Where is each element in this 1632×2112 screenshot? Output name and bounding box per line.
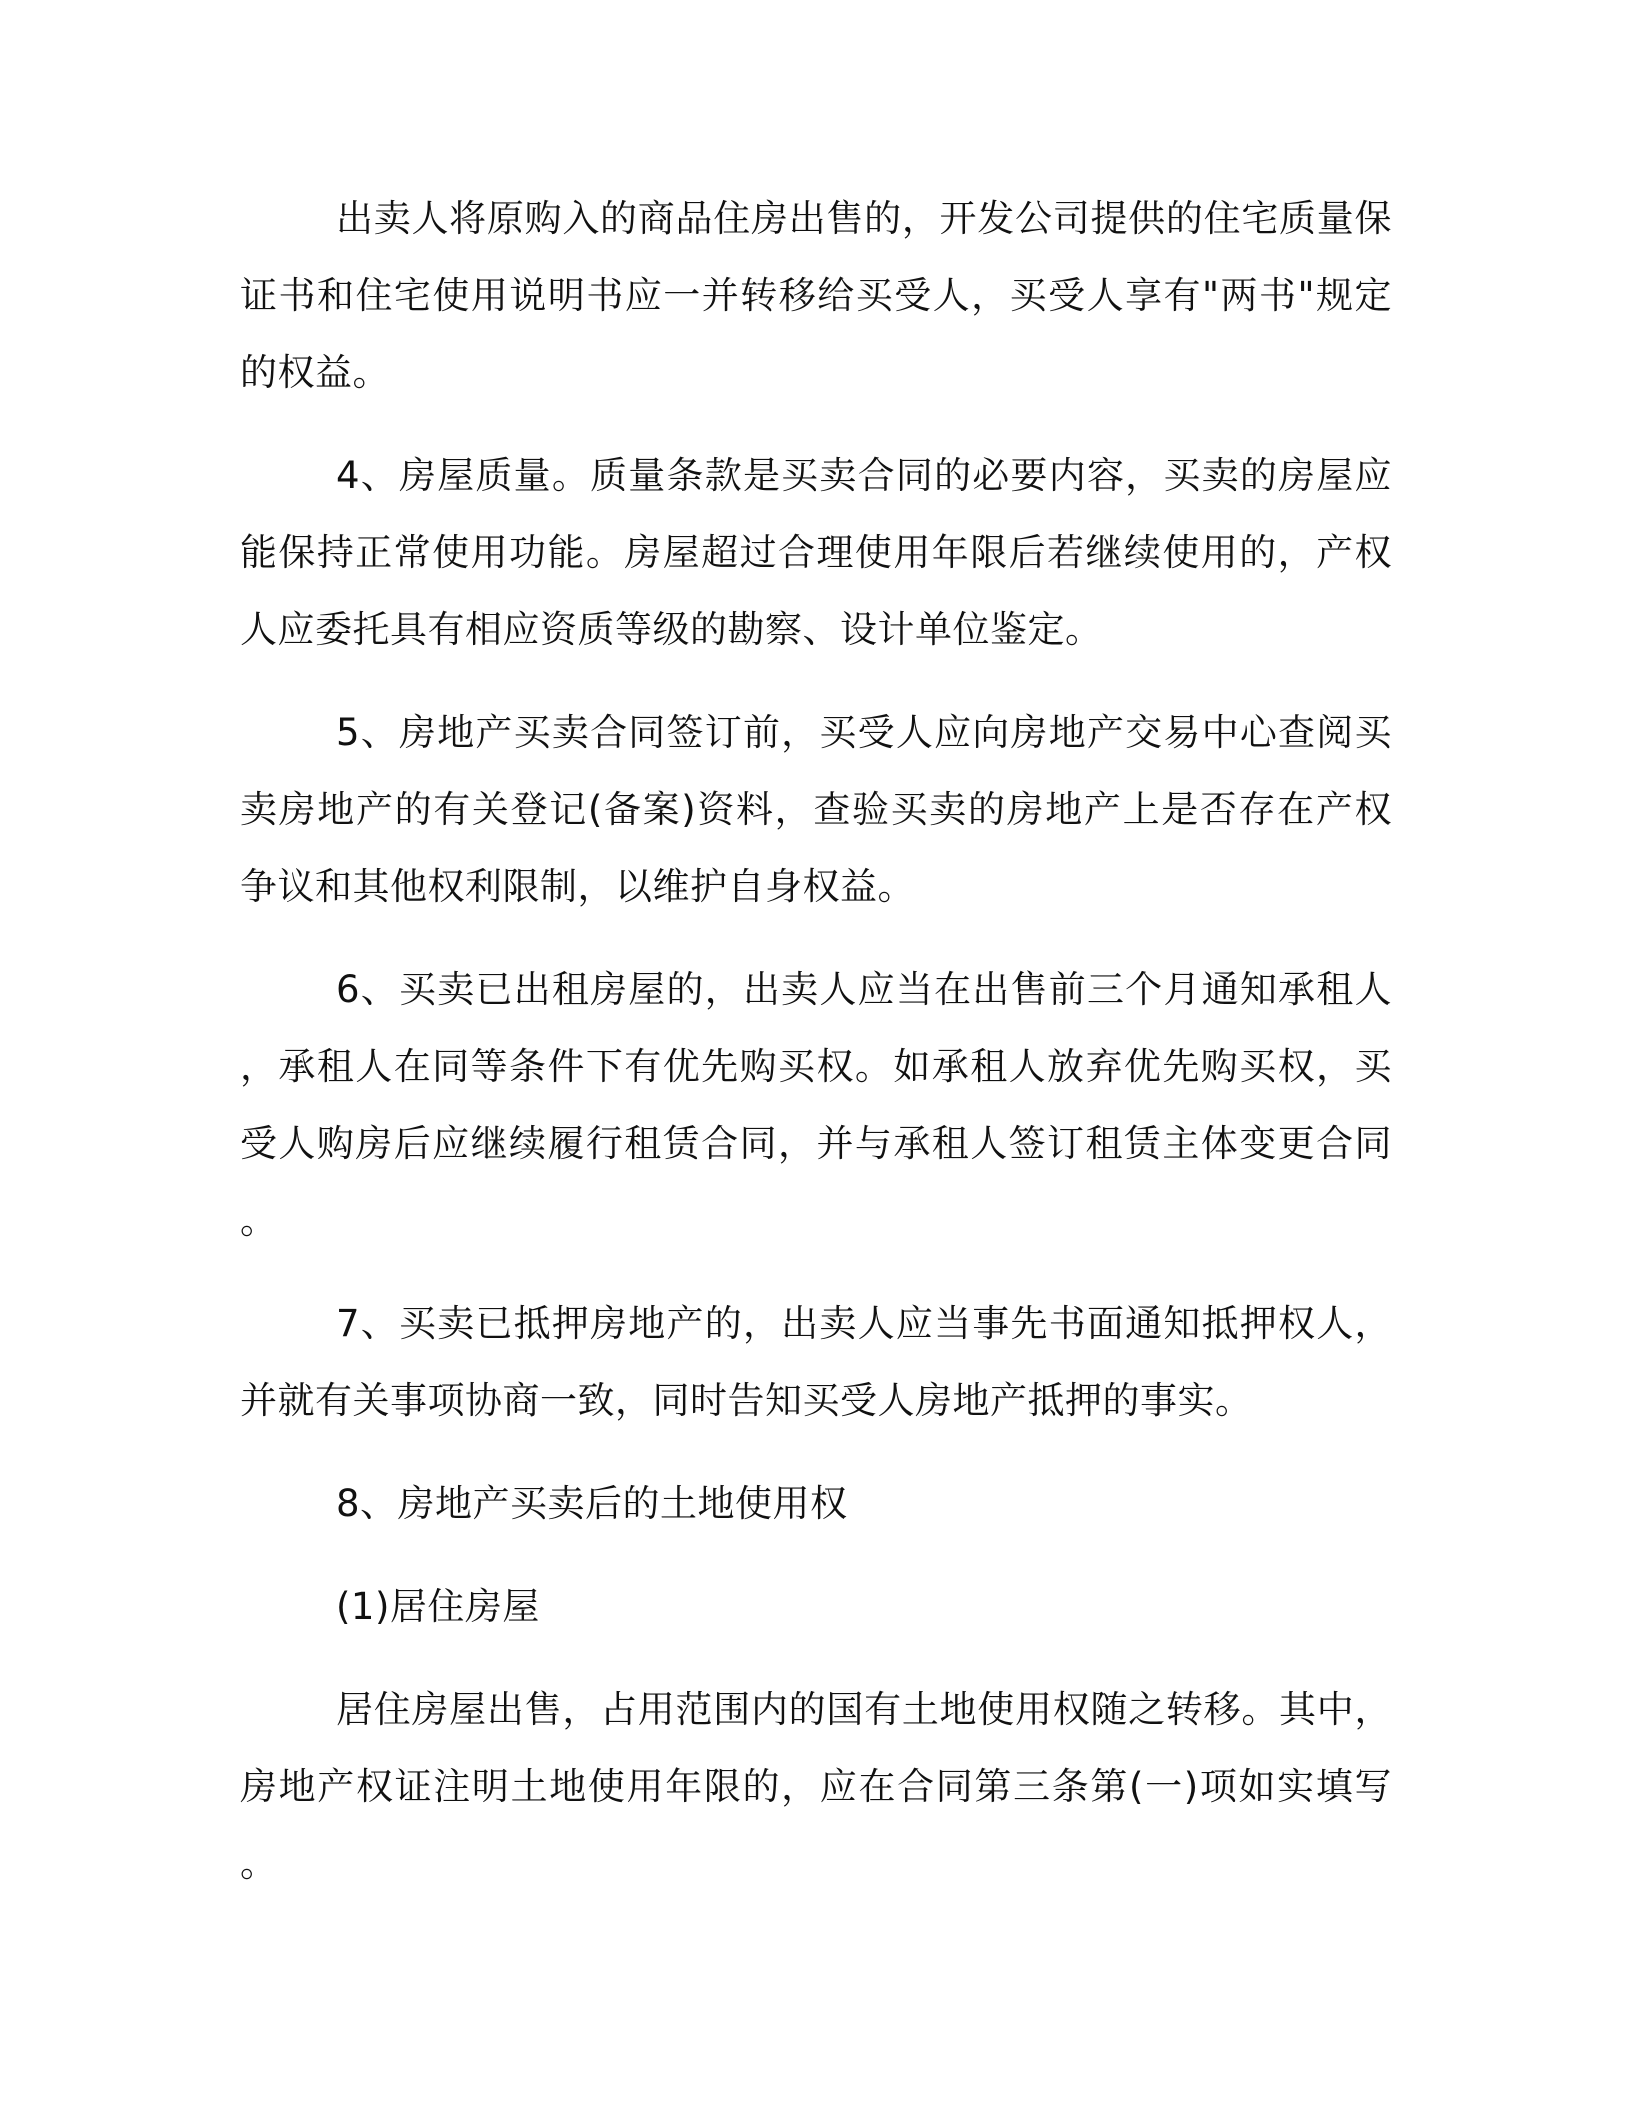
paragraph-residential-house-heading: (1)居住房屋 <box>336 1585 540 1628</box>
paragraph-quality-certificates: 出卖人将原购入的商品住房出售的，开发公司提供的住宅质量保证书和住宅使用说明书应一并转移给买受人，买受人享有"两书"规定的权益。 <box>240 197 1392 394</box>
paragraph-residential-house-sale: 居住房屋出售，占用范围内的国有土地使用权随之转移。其中，房地产权证注明土地使用年限的，应在合同第三条第(一)项如实填写。 <box>240 1688 1392 1885</box>
paragraph-land-use-right-heading: 8、房地产买卖后的土地使用权 <box>336 1482 848 1525</box>
document-body <box>240 180 1392 1928</box>
paragraph-house-quality: 4、房屋质量。质量条款是买卖合同的必要内容，买卖的房屋应能保持正常使用功能。房屋超过合理使用年限后若继续使用的，产权人应委托具有相应资质等级的勘察、设计单位鉴定。 <box>240 454 1392 651</box>
paragraph-rented-house: 6、买卖已出租房屋的，出卖人应当在出售前三个月通知承租人，承租人在同等条件下有优先购买权。如承租人放弃优先购买权，买受人购房后应继续履行租赁合同，并与承租人签订租赁主体变更合同。 <box>240 968 1392 1242</box>
paragraph-mortgaged-property: 7、买卖已抵押房地产的，出卖人应当事先书面通知抵押权人，并就有关事项协商一致，同时告知买受人房地产抵押的事实。 <box>240 1302 1392 1422</box>
paragraph-registration-check: 5、房地产买卖合同签订前，买受人应向房地产交易中心查阅买卖房地产的有关登记(备案)资料，查验买卖的房地产上是否存在产权争议和其他权利限制，以维护自身权益。 <box>240 711 1392 908</box>
